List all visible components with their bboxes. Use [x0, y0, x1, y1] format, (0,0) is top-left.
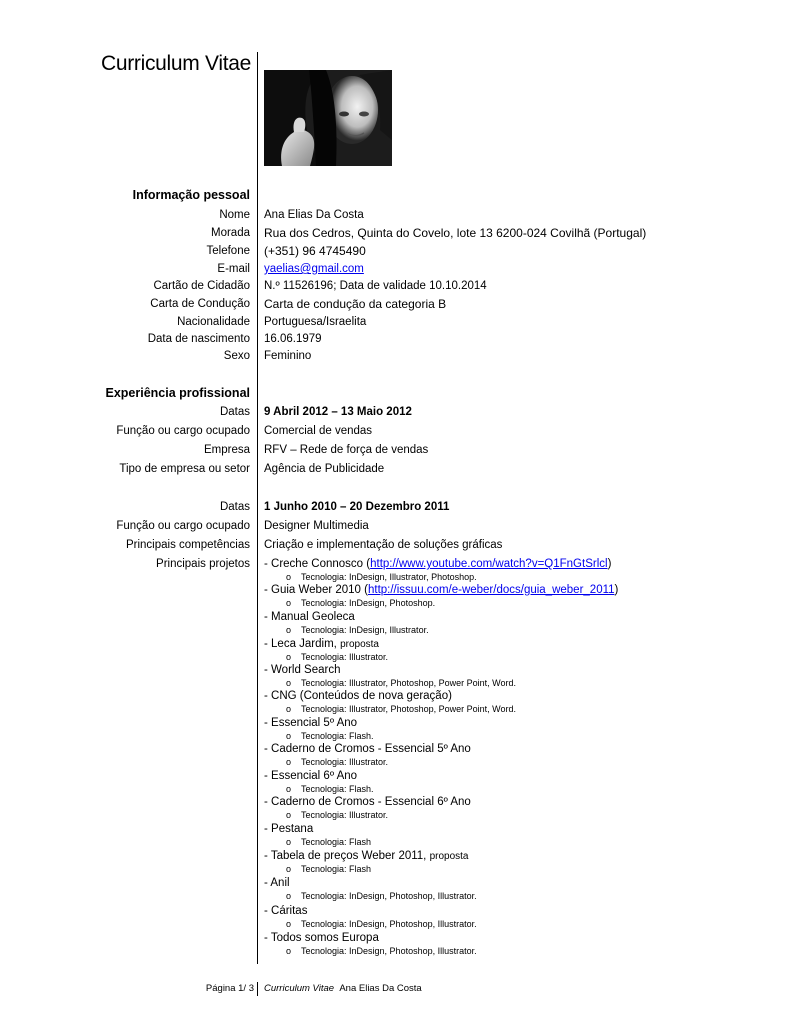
- job2-role-row: [0, 517, 791, 535]
- tech-text: Tecnologia: InDesign, Illustrator.: [301, 625, 429, 635]
- project-name: - World Search: [264, 664, 341, 676]
- bullet-circle-icon: o: [286, 864, 292, 874]
- info-value: Portuguesa/Israelita: [264, 316, 367, 328]
- tech-text: Tecnologia: Flash: [301, 837, 372, 847]
- footer-doc-info: [264, 982, 422, 996]
- tech-text: Tecnologia: Illustrator.: [301, 652, 389, 662]
- project-name: - Essencial 5º Ano: [264, 717, 358, 729]
- tech-text: Tecnologia: Illustrator.: [301, 757, 389, 767]
- project-item: [0, 767, 791, 785]
- bullet-circle-icon: o: [286, 678, 292, 688]
- project-name: - Caderno de Cromos - Essencial 6º Ano: [264, 796, 471, 808]
- bullet-circle-icon: o: [286, 757, 292, 767]
- tech-text: Tecnologia: Illustrator, Photoshop, Power Point, Word.: [301, 704, 516, 714]
- project-tech: [286, 890, 477, 902]
- tech-text: Tecnologia: InDesign, Photoshop, Illustrator.: [301, 891, 477, 901]
- info-label: Função ou cargo ocupado: [116, 520, 250, 532]
- info-label: Morada: [211, 227, 250, 239]
- project-name: - Tabela de preços Weber 2011,: [264, 850, 430, 862]
- project-name: - Creche Connosco (: [264, 558, 371, 570]
- bullet-circle-icon: o: [286, 731, 292, 741]
- section-heading: Experiência profissional: [105, 386, 250, 400]
- bullet-circle-icon: o: [286, 625, 292, 635]
- profile-photo: [264, 70, 392, 166]
- info-value: N.º 11526196; Data de validade 10.10.2014: [264, 280, 487, 292]
- project-item: [0, 635, 791, 653]
- info-label: Data de nascimento: [147, 333, 250, 345]
- job2-dates-row: [0, 498, 791, 516]
- project-item: [0, 793, 791, 811]
- info-value: Rua dos Cedros, Quinta do Covelo, lote 13 6200-024 Covilhã (Portugal): [264, 226, 647, 240]
- project-name: - Anil: [264, 877, 290, 889]
- job-type: Agência de Publicidade: [264, 463, 385, 475]
- project-item: [0, 820, 791, 838]
- personal-info-section: [0, 186, 791, 204]
- tech-text: Tecnologia: InDesign, Illustrator, Photoshop.: [301, 572, 477, 582]
- tech-text: Tecnologia: Flash: [301, 864, 372, 874]
- project-item: [0, 740, 791, 758]
- project-name: - Leca Jardim,: [264, 638, 341, 650]
- page-number: Página 1/ 3: [205, 983, 254, 994]
- info-label: Sexo: [223, 350, 250, 362]
- info-label: E-mail: [217, 263, 250, 275]
- info-row-email: [0, 260, 791, 278]
- bullet-circle-icon: o: [286, 810, 292, 820]
- project-link[interactable]: http://issuu.com/e-weber/docs/guia_weber_2011: [367, 584, 615, 596]
- info-row-id-card: [0, 277, 791, 295]
- footer-doc-title: Curriculum Vitae: [264, 983, 335, 994]
- info-label: Nacionalidade: [177, 316, 250, 328]
- job1-dates-row: [0, 403, 791, 421]
- project-name: - Todos somos Europa: [264, 932, 379, 944]
- job1-role-row: [0, 422, 791, 440]
- tech-text: Tecnologia: Flash.: [301, 784, 374, 794]
- info-label: Telefone: [206, 245, 250, 257]
- experience-section: [0, 384, 791, 402]
- job-dates: 9 Abril 2012 – 13 Maio 2012: [264, 406, 412, 418]
- job-company: RFV – Rede de força de vendas: [264, 444, 429, 456]
- project-suffix: ): [607, 558, 612, 570]
- project-note: proposta: [429, 851, 469, 862]
- tech-text: Tecnologia: InDesign, Photoshop, Illustrator.: [301, 946, 477, 956]
- info-label: Tipo de empresa ou setor: [119, 463, 250, 475]
- project-note: proposta: [340, 639, 379, 650]
- info-label: Principais projetos: [156, 558, 250, 570]
- job-role: Designer Multimedia: [264, 520, 369, 532]
- project-item: [0, 714, 791, 732]
- info-row-birthdate: [0, 330, 791, 348]
- project-name: - Cáritas: [264, 905, 308, 917]
- info-label: Função ou cargo ocupado: [116, 425, 250, 437]
- info-row-driving-licence: [0, 295, 791, 313]
- bullet-circle-icon: o: [286, 891, 292, 901]
- bullet-circle-icon: o: [286, 598, 292, 608]
- info-label: Datas: [219, 501, 250, 513]
- info-row-phone: [0, 242, 791, 260]
- info-value: 16.06.1979: [264, 333, 322, 345]
- info-label: Empresa: [203, 444, 250, 456]
- project-name: - Pestana: [264, 823, 314, 835]
- project-name: - Manual Geoleca: [264, 611, 355, 623]
- bullet-circle-icon: o: [286, 946, 292, 956]
- bullet-circle-icon: o: [286, 704, 292, 714]
- bullet-circle-icon: o: [286, 837, 292, 847]
- project-name: - Guia Weber 2010 (: [264, 584, 368, 596]
- document-title: Curriculum Vitae: [100, 52, 251, 75]
- bullet-circle-icon: o: [286, 572, 292, 582]
- info-value: Ana Elias Da Costa: [264, 209, 364, 221]
- footer-divider: [257, 982, 258, 996]
- job1-type-row: [0, 460, 791, 478]
- info-value: (+351) 96 4745490: [264, 244, 366, 258]
- bullet-circle-icon: o: [286, 919, 292, 929]
- tech-text: Tecnologia: Illustrator, Photoshop, Power Point, Word.: [301, 678, 516, 688]
- info-label: Datas: [219, 406, 250, 418]
- info-label: Principais competências: [125, 539, 250, 551]
- bullet-circle-icon: o: [286, 784, 292, 794]
- job1-company-row: [0, 441, 791, 459]
- tech-text: Tecnologia: Illustrator.: [301, 810, 389, 820]
- tech-text: Tecnologia: InDesign, Photoshop.: [301, 598, 436, 608]
- section-heading: Informação pessoal: [132, 188, 250, 202]
- info-row-sex: [0, 347, 791, 365]
- job-skills: Criação e implementação de soluções gráficas: [264, 539, 503, 551]
- project-item: [0, 847, 791, 865]
- bullet-circle-icon: o: [286, 652, 292, 662]
- info-label: Cartão de Cidadão: [153, 280, 250, 292]
- project-name: - Essencial 6º Ano: [264, 770, 358, 782]
- info-value: Carta de condução da categoria B: [264, 297, 447, 311]
- info-label: Nome: [219, 209, 250, 221]
- tech-text: Tecnologia: InDesign, Photoshop, Illustrator.: [301, 919, 477, 929]
- project-name: - CNG (Conteúdos de nova geração): [264, 690, 452, 702]
- job2-skills-row: [0, 536, 791, 554]
- project-tech: [286, 945, 477, 957]
- tech-text: Tecnologia: Flash.: [301, 731, 374, 741]
- info-label: Carta de Condução: [150, 298, 250, 310]
- project-name: - Caderno de Cromos - Essencial 5º Ano: [264, 743, 471, 755]
- job-role: Comercial de vendas: [264, 425, 373, 437]
- portrait-image: [264, 70, 392, 166]
- project-suffix: ): [614, 584, 619, 596]
- info-row-nationality: [0, 313, 791, 331]
- footer-name: Ana Elias Da Costa: [339, 983, 422, 994]
- project-link[interactable]: http://www.youtube.com/watch?v=Q1FnGtSrlcl: [370, 558, 608, 570]
- info-row-name: [0, 206, 791, 224]
- email-link[interactable]: yaelias@gmail.com: [264, 263, 364, 275]
- info-row-address: [0, 224, 791, 242]
- info-value: Feminino: [264, 350, 312, 362]
- job-dates: 1 Junho 2010 – 20 Dezembro 2011: [264, 501, 450, 513]
